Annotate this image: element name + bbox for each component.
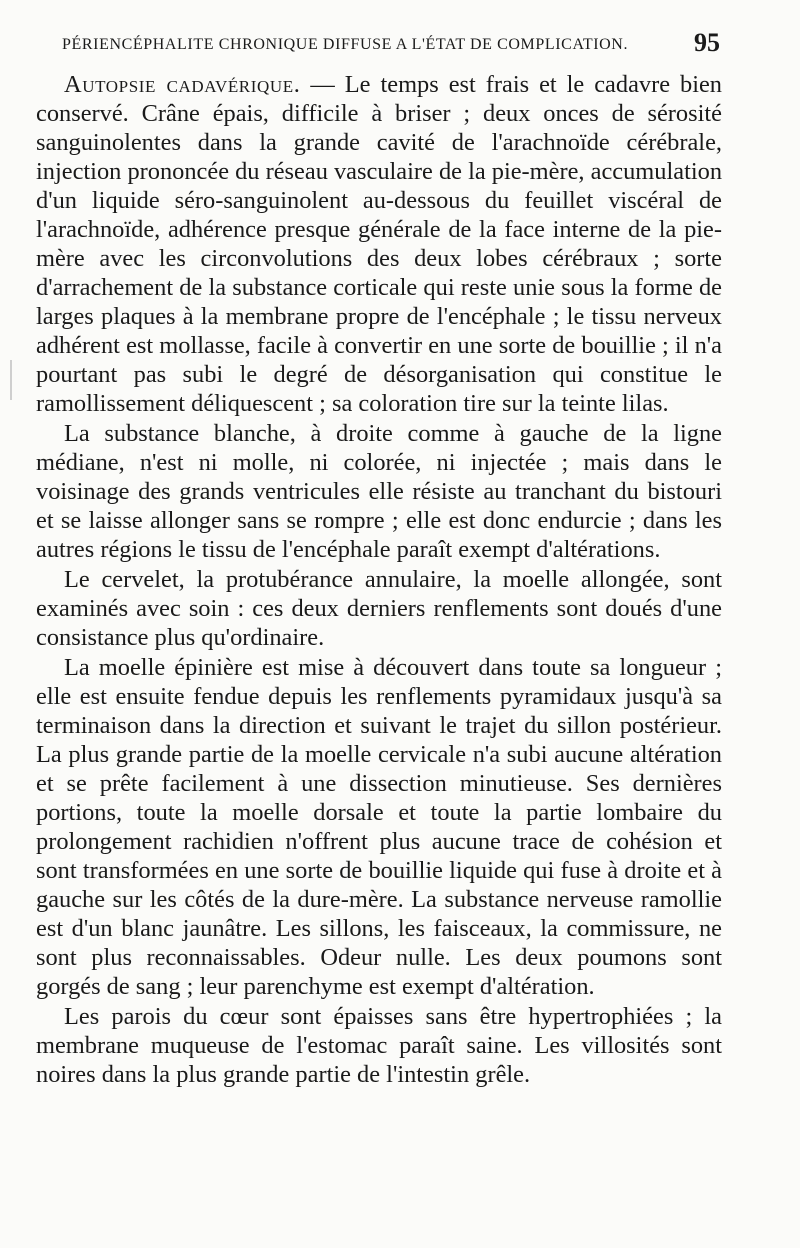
running-title: PÉRIENCÉPHALITE CHRONIQUE DIFFUSE A L'ÉTAT DE COMPLICATION. [62, 36, 629, 53]
body-text [36, 70, 722, 1090]
paragraph-heart: Les parois du cœur sont épaisses sans être hypertrophiées ; la membrane muqueuse de l'estomac paraît saine. Les villosités sont noires dans la plus grande partie de l'intestin grêle. [36, 1003, 722, 1088]
scan-artifact [10, 360, 12, 400]
page-number: 95 [694, 28, 720, 57]
paragraph-white-matter: La substance blanche, à droite comme à gauche de la ligne médiane, n'est ni molle, ni colorée, ni injectée ; mais dans le voisinage des grands ventricules elle résiste au tranchant du bistouri et se laisse allonger sans se rompre ; elle est donc endurcie ; dans les autres régions le tissu de l'encéphale paraît exempt d'altérations. [36, 420, 722, 563]
running-head [62, 30, 720, 62]
paragraph-spinal-cord: La moelle épinière est mise à découvert dans toute sa longueur ; elle est ensuite fendue depuis les renflements pyramidaux jusqu'à sa terminaison dans la direction et suivant le trajet du sillon postérieur. La plus grande partie de la moelle cervicale n'a subi aucune altération et se prête facilement à une dissection minutieuse. Ses dernières portions, toute la moelle dorsale et toute la partie lombaire du prolongement rachidien n'offrent plus aucune trace de cohésion et sont transformées en une sorte de bouillie liquide qui fuse à droite et à gauche sur les côtés de la dure-mère. La substance nerveuse ramollie est d'un blanc jaunâtre. Les sillons, les faisceaux, la commissure, ne sont plus reconnaissables. Odeur nulle. Les deux poumons sont gorgés de sang ; leur parenchyme est exempt d'altération. [36, 654, 722, 1000]
paragraph-text: — Le temps est frais et le cadavre bien conservé. Crâne épais, difficile à briser ; deux onces de sérosité sanguinolentes dans la grande cavité de l'arachnoïde cérébrale, injection prononcée du réseau vasculaire de la pie-mère, accumulation d'un liquide séro-sanguinolent au-dessous du feuillet viscéral de l'arachnoïde, adhérence presque générale de la face interne de la pie-mère avec les circonvolutions des deux lobes cérébraux ; sorte d'arrachement de la substance corticale qui reste unie sous la forme de larges plaques à la membrane propre de l'encéphale ; le tissu nerveux adhérent est mollasse, facile à convertir en une sorte de bouillie ; il n'a pourtant pas subi le degré de désorganisation qui constitue le ramollissement déliquescent ; sa coloration tire sur la teinte lilas. [36, 71, 723, 417]
section-lead: Autopsie cadavérique. [64, 71, 301, 98]
paragraph-cerebellum: Le cervelet, la protubérance annulaire, la moelle allongée, sont examinés avec soin : ces deux derniers renflements sont doués d'une consistance plus qu'ordinaire. [36, 566, 722, 651]
paragraph-autopsy [36, 70, 722, 418]
